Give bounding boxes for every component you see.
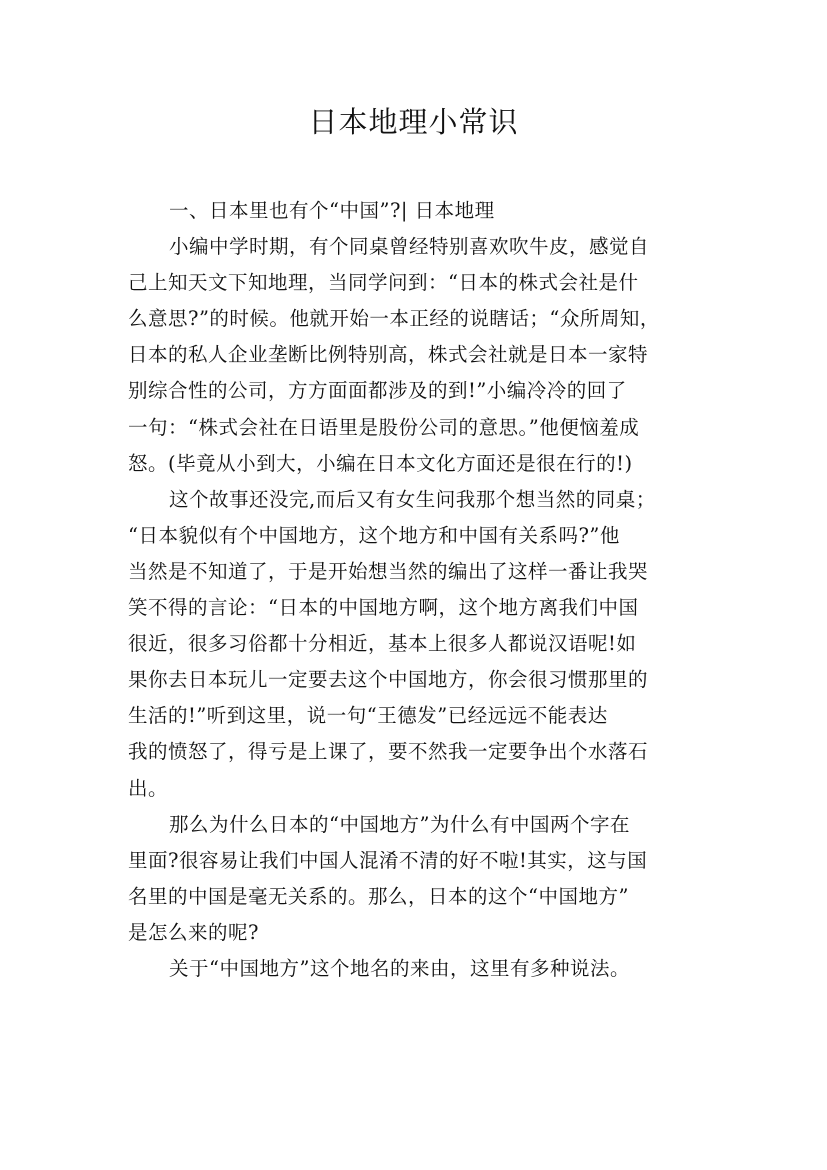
paragraph-line: 生活的!”听到这里，说一句“王德发”已经远远不能表达 xyxy=(128,704,608,728)
paragraph-line: 里面?很容易让我们中国人混淆不清的好不啦!其实，这与国 xyxy=(128,848,648,872)
paragraph-line: 别综合性的公司，方方面面都涉及的到!”小编冷冷的回了 xyxy=(128,379,627,403)
paragraph-line: 笑不得的言论：“日本的中国地方啊，这个地方离我们中国 xyxy=(128,596,639,620)
paragraph-line: 是怎么来的呢? xyxy=(128,920,259,944)
paragraph-line: 关于“中国地方”这个地名的来由，这里有多种说法。 xyxy=(169,956,630,980)
paragraph-line: “日本貌似有个中国地方，这个地方和中国有关系吗?”他 xyxy=(128,523,620,547)
paragraph-line: 日本的私人企业垄断比例特别高，株式会社就是日本一家特 xyxy=(128,343,649,367)
paragraph-line: 这个故事还没完,而后又有女生问我那个想当然的同桌； xyxy=(169,487,656,511)
paragraph-line: 那么为什么日本的“中国地方”为什么有中国两个字在 xyxy=(169,812,630,836)
paragraph-line: 我的愤怒了，得亏是上课了，要不然我一定要争出个水落石 xyxy=(128,740,649,764)
paragraph-line: 当然是不知道了，于是开始想当然的编出了这样一番让我哭 xyxy=(128,559,649,583)
document-body xyxy=(128,193,718,987)
paragraph-line: 己上知天文下知地理，当同学问到：“日本的株式会社是什 xyxy=(128,271,639,295)
paragraph-line: 果你去日本玩儿一定要去这个中国地方，你会很习惯那里的 xyxy=(128,668,649,692)
section-heading: 一、日本里也有个“中国”?| 日本地理 xyxy=(169,199,495,222)
paragraph-line: 很近，很多习俗都十分相近，基本上很多人都说汉语呢!如 xyxy=(128,632,637,656)
paragraph-line: 名里的中国是毫无关系的。那么，日本的这个“中国地方” xyxy=(128,884,629,908)
document-title: 日本地理小常识 xyxy=(308,105,519,139)
paragraph-line: 怒。(毕竟从小到大，小编在日本文化方面还是很在行的!) xyxy=(128,451,633,475)
paragraph-line: 小编中学时期，有个同桌曾经特别喜欢吹牛皮，感觉自 xyxy=(169,235,650,259)
paragraph-line: 出。 xyxy=(128,776,169,800)
paragraph-line: 么意思?”的时候。他就开始一本正经的说瞎话；“众所周知， xyxy=(128,307,660,331)
paragraph-line: 一句：“株式会社在日语里是股份公司的意思。”他便恼羞成 xyxy=(128,415,640,439)
